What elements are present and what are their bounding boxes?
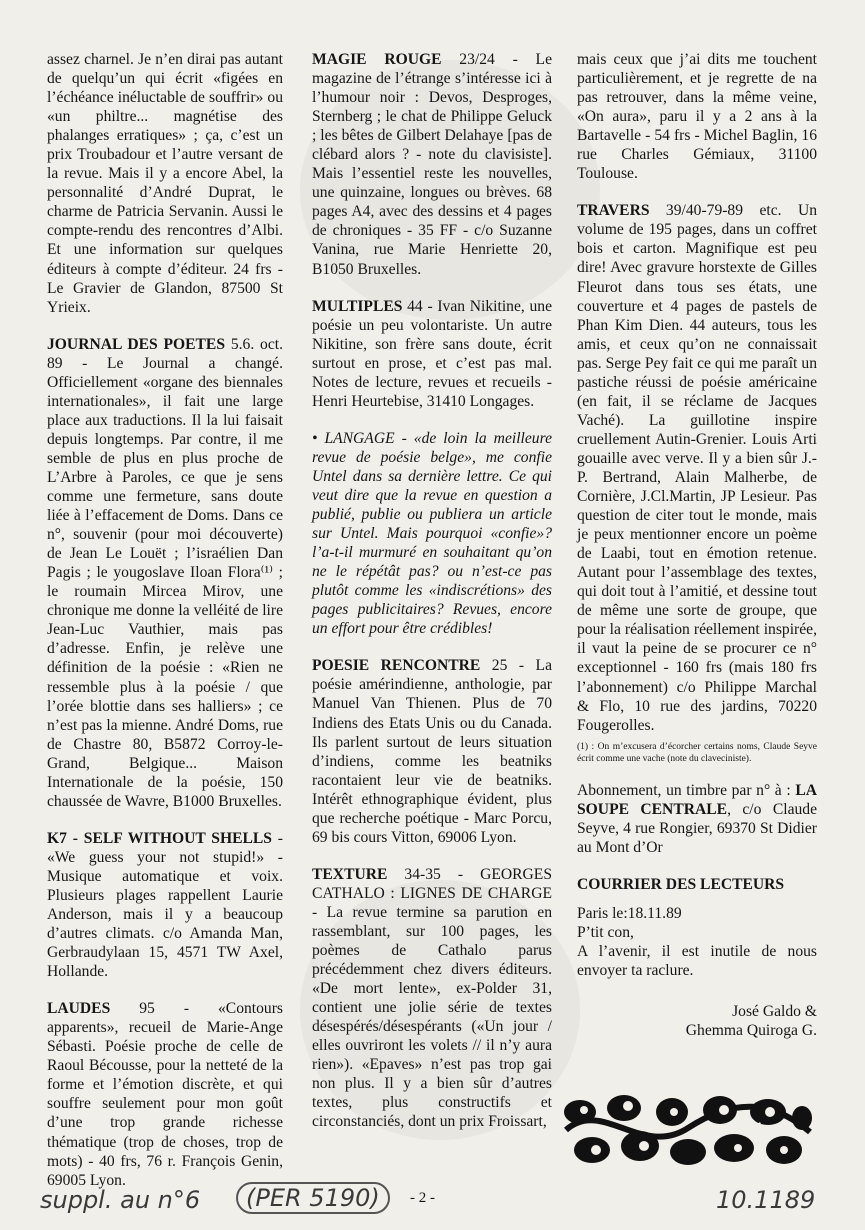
letters-heading: COURRIER DES LECTEURS — [577, 875, 785, 893]
leaf-ornament-illustration — [562, 1088, 814, 1172]
handwritten-date: 10.1189 — [716, 1186, 816, 1214]
article — [577, 50, 817, 183]
subscription-intro: Abonnement, un timbre par n° à : — [577, 781, 791, 799]
aside-note — [312, 429, 552, 639]
article-heading: LAUDES — [47, 1000, 111, 1018]
article — [47, 335, 283, 811]
article-heading: MULTIPLES — [312, 297, 403, 315]
article-text: - «We guess your not stupid!» - Musique automatique et voix. Plusieurs plages rappellent Laurie Anderson, mais il y a beaucoup d’autres climats. c/o Amanda Man, Gerbraudylaan 15, 4571 TW Axel, Hollande. — [47, 829, 283, 981]
handwritten-note: suppl. au n°6 — [40, 1186, 201, 1214]
article-text: • LANGAGE - «de loin la meilleure revue de poésie belge», me confie Untel dans sa dernière lettre. Ce qui veut dire que la revue en question a publié, publie ou publiera un article sur Untel. Mais pourquoi «confie»? l’a-t-il murmuré en souhaitant qu’on ne le répétât pas? ou n’est-ce pas plutôt comme les «indiscrétions» des pages publicitaires? Revues, encore un effort pour être crédibles! — [312, 429, 552, 638]
article-heading: K7 - SELF WITHOUT SHELLS — [47, 829, 272, 847]
article — [47, 829, 283, 981]
letters-section — [577, 875, 817, 1040]
article — [312, 50, 552, 279]
column-3 — [577, 50, 817, 1040]
article-heading: TRAVERS — [577, 202, 650, 220]
column-1 — [47, 50, 283, 1208]
article-text: 95 - «Contours apparents», recueil de Marie-Ange Sébasti. Poésie proche de celle de Raoul Bécousse, pour la netteté de la forme et l’émotion discrète, et qui souffre seulement pour mon goût d’une trop grande richesse thématique (trop de choses, trop de mots) - 40 frs, 76 r. François Genin, 69005 Lyon. — [47, 1000, 283, 1189]
article — [312, 656, 552, 846]
article-text: 25 - La poésie amérindienne, anthologie, par Manuel Van Thienen. Plus de 70 Indiens des Etats Unis ou du Canada. Ils parlent surtout de leurs situation d’indiens, comme les beatniks racontaient leur vie de beatniks. Intérêt ethnographique évident, plus que recherche poétique - Marc Porcu, 69 bis cours Vitton, 69006 Lyon. — [312, 657, 552, 846]
column-2 — [312, 50, 552, 1149]
letter-date: Paris le:18.11.89 — [577, 904, 682, 922]
article-text: assez charnel. Je n’en dirai pas autant de quelqu’un qui écrit «figées en l’échéance inéluctable de souffrir» ou «un philtre... magnétise des phalanges erratiques» ; ça, c’est un prix Troubadour et l’autre versant de la revue. Mais il y a encore Abel, la personnalité d’André Duprat, le charme de Patricia Servanin. Aussi le compte-rendu des rencontres d’Albi. Et une information sur quelques éditeurs à compte d’éditeur. 24 frs - Le Gravier de Glandon, 87500 St Yrieix. — [47, 51, 283, 316]
article-text: 39/40-79-89 etc. Un volume de 195 pages, dans un coffret bois et carton. Magnifique est peu dire! Avec gravure horstexte de Gilles Fleurot dans tous ses états, une couverture et 4 pages de pastels de Phan Kim Dien. 44 auteurs, tous les amis, et ceux qu’on ne connaissait pas. Serge Pey fait ce qui me paraît un pastiche réussi de poésie américaine (en fait, il se réclame de Jacques Vaché). La guillotine inspire cruellement Autin-Grenier. Louis Arti gouaille avec verve. Il y a bien sûr J.-P. Bertrand, Alain Malherbe, de Cornière, J.Cl.Martin, JP Lesieur. Pas question de citer tout le monde, mais je peux mentionner encore un poème de Laabi, tout en émotion retenue. Autant pour l’assemblage des textes, qui doit tout à l’amitié, et dessine tout de même une sorte de groupe, que pour la réalisation réellement inspirée, il vaut la peine de se procurer ce n° exceptionnel - 160 frs (mais 180 frs l’abonnement) c/o Philippe Marchal & Flo, 10 rue des jardins, 70220 Fougerolles. — [577, 202, 817, 734]
letter-salutation: P’tit con, — [577, 923, 634, 941]
subscription-notice — [577, 781, 817, 857]
footnote: (1) : On m’excusera d’écorcher certains noms, Claude Seyve écrit comme une vache (note du claveciniste). — [577, 741, 817, 764]
article-heading: MAGIE ROUGE — [312, 51, 442, 68]
article-text: 5.6. oct. 89 - Le Journal a changé. Officiellement «organe des biennales internationales», il fait une large place aux traductions. Il la lui faisait depuis longtemps. Par contre, il me semble de plus en plus proche de L’Arbre à Paroles, ce que je sens comme une fermeture, sans doute liée à l’effacement de Doms. Dans ce n°, souvenir (pour moi découverte) de Jean Le Louët ; l’israélien Dan Pagis ; le yougoslave Iloan Flora⁽¹⁾ ; le roumain Mircea Mirov, une chronique me donne la velléité de lire Jean-Luc Vauthier, mais pas d’adresse. Enfin, je relève une définition de la poésie : «Rien ne ressemble plus à la poésie / que l’orée blottie dans ses halliers» ; ce n’est pas la mienne. André Doms, rue de Chastre 80, B5872 Corroy-le-Grand, Belgique... Maison Internationale de la poésie, 150 chaussée de Wavre, B1000 Bruxelles. — [47, 335, 283, 810]
handwritten-shelfmark: (PER 5190) — [236, 1182, 390, 1214]
article-heading: JOURNAL DES POETES — [47, 335, 226, 353]
article-text: 44 - Ivan Nikitine, une poésie un peu volontariste. Un autre Nikitine, son frère sans doute, écrit surtout en prose, et c’est pas mal. Notes de lecture, revues et recueils - Henri Heurtebise, 31410 Longages. — [312, 297, 552, 410]
subscription-name: LA SOUPE CENTRALE — [577, 781, 817, 818]
page-number: - 2 - — [410, 1190, 435, 1206]
article-heading: POESIE RENCONTRE — [312, 657, 481, 675]
article-heading: TEXTURE — [312, 865, 388, 883]
letter-signature: José Galdo & — [732, 1003, 817, 1021]
article — [312, 865, 552, 1132]
letter-signature: Ghemma Quiroga G. — [685, 1022, 817, 1040]
article — [47, 999, 283, 1189]
article-text: mais ceux que j’ai dits me touchent particulièrement, et je regrette de na pas retrouver, dans la même veine, «On aura», paru il y a 2 ans à la Bartavelle - 54 frs - Michel Baglin, 16 rue Charles Gémiaux, 31100 Toulouse. — [577, 51, 817, 183]
subscription-address: , c/o Claude Seyve, 4 rue Rongier, 69370 St Didier au Mont d’Or — [577, 800, 817, 856]
letter-body: A l’avenir, il est inutile de nous envoyer ta raclure. — [577, 942, 817, 980]
article — [47, 50, 283, 317]
article — [577, 201, 817, 734]
article-text: 34-35 - GEORGES CATHALO : LIGNES DE CHARGE - La revue termine sa parution en rassemblant, sur 100 pages, les poèmes de Cathalo parus précédemment chez divers éditeurs. «De mort lente», ex-Polder 31, contient une jolie série de textes désespérés/désespérants («Un jour / elles ouvriront les volets // il n’y aura rien»). «Epaves» n’est pas trop gai non plus. Il y a bien sûr d’autres textes, plus constructifs et circonstanciés, dont un prix Froissart, — [312, 865, 552, 1131]
article — [312, 297, 552, 411]
article-text: 23/24 - Le magazine de l’étrange s’intéresse ici à l’humour noir : Devos, Desproges, Sternberg ; le chat de Philippe Geluck ; les bêtes de Gilbert Delahaye [pas de clébard alors ? - note du clavisiste]. Mais l’essentiel reste les nouvelles, une quinzaine, longues ou brèves. 68 pages A4, avec des dessins et 4 pages de chroniques - 35 FF - c/o Suzanne Vanina, rue Marie Henriette 20, B1050 Bruxelles. — [312, 51, 552, 278]
